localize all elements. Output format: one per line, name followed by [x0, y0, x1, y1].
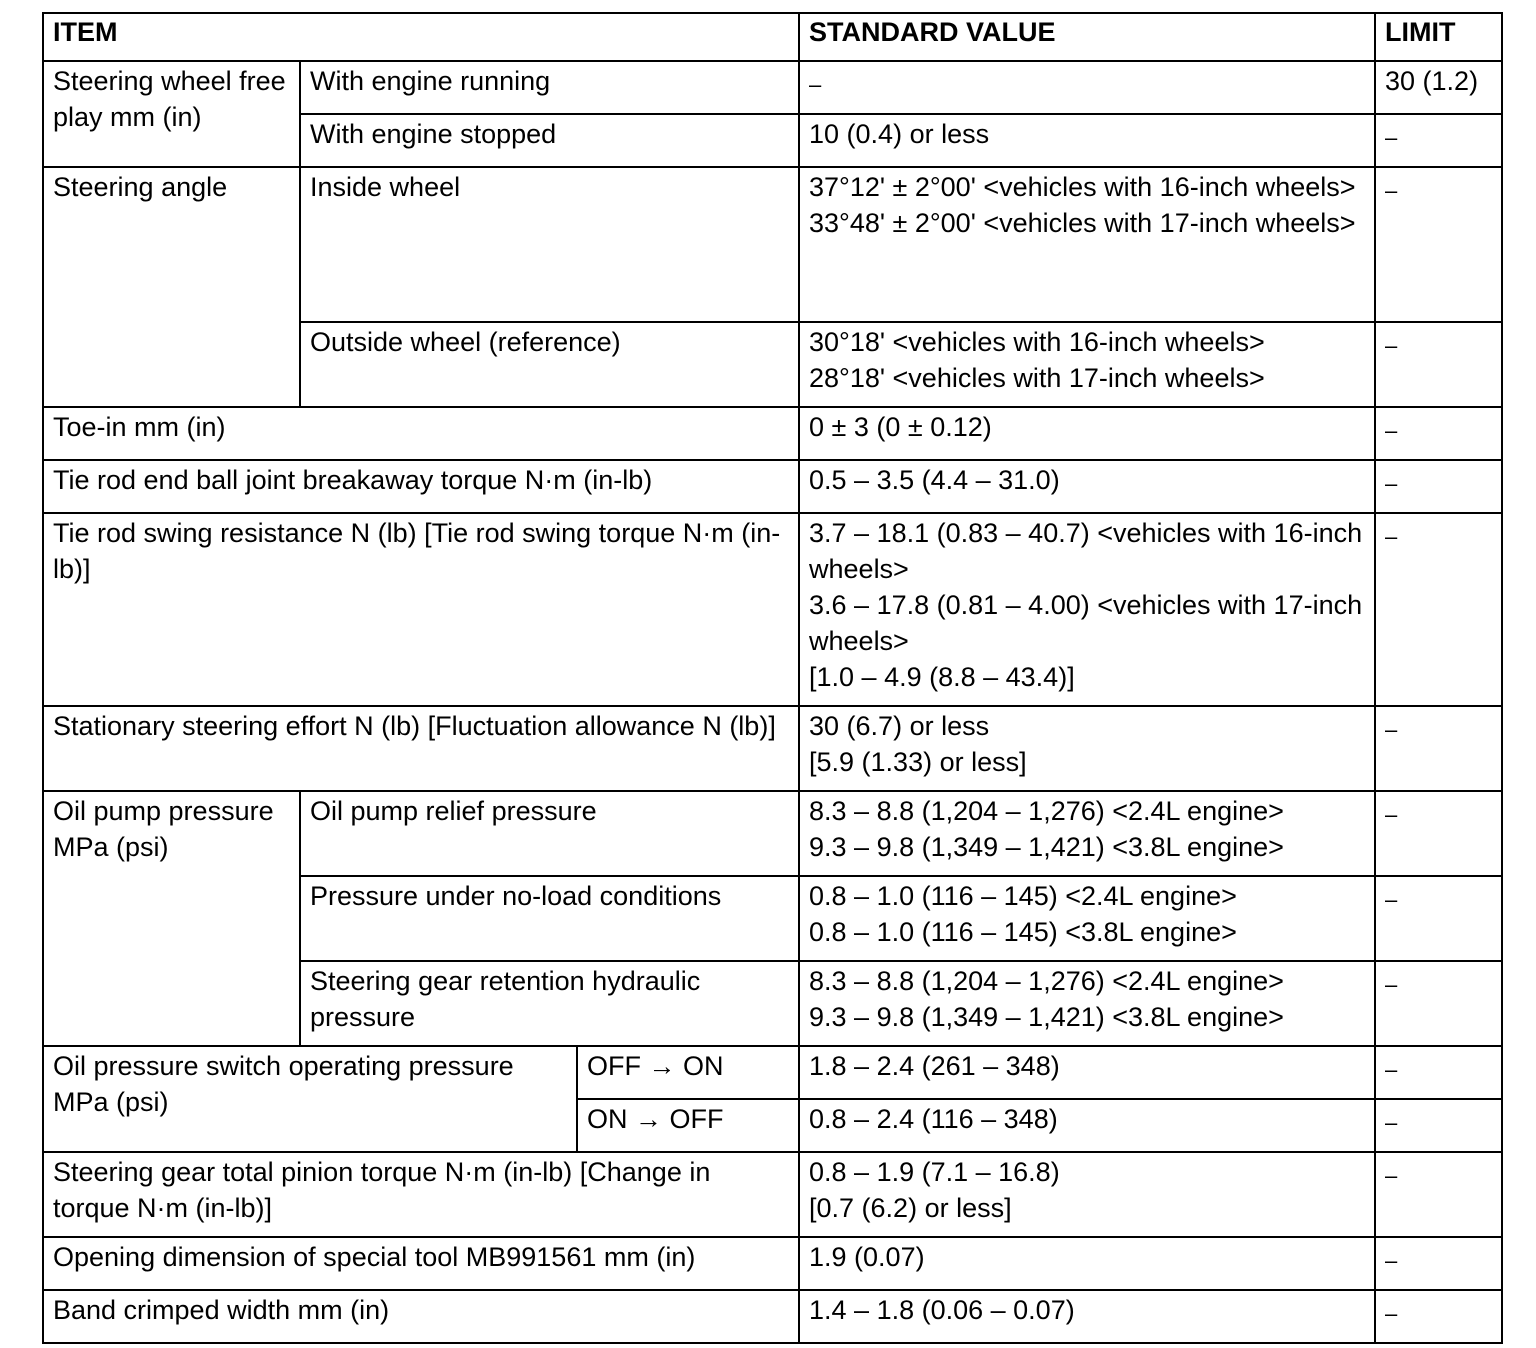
limit-text: – — [1385, 524, 1398, 549]
limit-cell — [1375, 1290, 1502, 1343]
standard-value-line: 0.8 – 1.0 (116 – 145) <3.8L engine> — [809, 917, 1237, 947]
item-cell: Steering wheel free play mm (in) — [43, 61, 300, 167]
item-cell: Opening dimension of special tool MB991561 mm (in) — [43, 1237, 799, 1290]
standard-value-line: 8.3 – 8.8 (1,204 – 1,276) <2.4L engine> — [809, 966, 1284, 996]
table-row — [43, 791, 1502, 876]
table-row — [43, 1237, 1502, 1290]
standard-value-line: 28°18' <vehicles with 17-inch wheels> — [809, 363, 1265, 393]
header-limit: LIMIT — [1375, 13, 1502, 61]
standard-value-line: [1.0 – 4.9 (8.8 – 43.4)] — [809, 662, 1075, 692]
limit-text: – — [1385, 1248, 1398, 1273]
limit-cell — [1375, 961, 1502, 1046]
limit-text: – — [1385, 125, 1398, 150]
item-cell: Band crimped width mm (in) — [43, 1290, 799, 1343]
standard-value-cell: 0.5 – 3.5 (4.4 – 31.0) — [799, 460, 1375, 513]
table-row — [43, 61, 1502, 114]
limit-text: – — [1385, 887, 1398, 912]
standard-value-cell — [799, 961, 1375, 1046]
subitem-cell: Outside wheel (reference) — [300, 322, 799, 407]
standard-value-line: 0.8 – 1.9 (7.1 – 16.8) — [809, 1157, 1060, 1187]
table-row — [43, 1152, 1502, 1237]
limit-cell — [1375, 1046, 1502, 1099]
header-row — [43, 13, 1502, 61]
subitem-cell: With engine stopped — [300, 114, 799, 167]
limit-cell — [1375, 1237, 1502, 1290]
standard-value-line: 30°18' <vehicles with 16-inch wheels> — [809, 327, 1265, 357]
limit-text: – — [1385, 717, 1398, 742]
item-cell: Toe-in mm (in) — [43, 407, 799, 460]
limit-cell — [1375, 114, 1502, 167]
standard-value-line: 37°12' ± 2°00' <vehicles with 16-inch wheels> — [809, 172, 1356, 202]
header-standard-value: STANDARD VALUE — [799, 13, 1375, 61]
subitem-cell: OFF → ON — [577, 1046, 799, 1099]
limit-text: – — [1385, 471, 1398, 496]
standard-value-cell: 0.8 – 2.4 (116 – 348) — [799, 1099, 1375, 1152]
subitem-cell: Pressure under no-load conditions — [300, 876, 799, 961]
limit-cell — [1375, 322, 1502, 407]
standard-value-line: 0.8 – 1.0 (116 – 145) <2.4L engine> — [809, 881, 1237, 911]
table-row — [43, 1046, 1502, 1099]
standard-value-cell — [799, 876, 1375, 961]
item-cell: Oil pressure switch operating pressure MPa (psi) — [43, 1046, 577, 1152]
standard-value-line: 9.3 – 9.8 (1,349 – 1,421) <3.8L engine> — [809, 1002, 1284, 1032]
limit-cell — [1375, 407, 1502, 460]
standard-value-line: 9.3 – 9.8 (1,349 – 1,421) <3.8L engine> — [809, 832, 1284, 862]
item-cell: Oil pump pressure MPa (psi) — [43, 791, 300, 1046]
limit-text: – — [1385, 178, 1398, 203]
limit-cell — [1375, 791, 1502, 876]
standard-value-cell: 1.4 – 1.8 (0.06 – 0.07) — [799, 1290, 1375, 1343]
standard-value-line: 3.7 – 18.1 (0.83 – 40.7) <vehicles with 16-inch wheels> — [809, 518, 1363, 584]
item-cell: Tie rod swing resistance N (lb) [Tie rod swing torque N·m (in-lb)] — [43, 513, 799, 706]
standard-value-cell — [799, 61, 1375, 114]
limit-cell: 30 (1.2) — [1375, 61, 1502, 114]
limit-text: – — [1385, 972, 1398, 997]
item-cell: Stationary steering effort N (lb) [Fluctuation allowance N (lb)] — [43, 706, 799, 791]
limit-text: – — [1385, 418, 1398, 443]
table-row — [43, 407, 1502, 460]
standard-value-cell — [799, 706, 1375, 791]
standard-value-cell: 10 (0.4) or less — [799, 114, 1375, 167]
table-row — [43, 706, 1502, 791]
standard-value-cell: 1.8 – 2.4 (261 – 348) — [799, 1046, 1375, 1099]
limit-text: – — [1385, 802, 1398, 827]
standard-value-line: 8.3 – 8.8 (1,204 – 1,276) <2.4L engine> — [809, 796, 1284, 826]
standard-value-cell — [799, 322, 1375, 407]
subitem-cell: With engine running — [300, 61, 799, 114]
limit-text: – — [1385, 1301, 1398, 1326]
standard-value-line: 3.6 – 17.8 (0.81 – 4.00) <vehicles with 17-inch wheels> — [809, 590, 1363, 656]
standard-value-text: – — [809, 72, 822, 97]
standard-value-cell: 0 ± 3 (0 ± 0.12) — [799, 407, 1375, 460]
subitem-cell: Inside wheel — [300, 167, 799, 322]
table-row — [43, 460, 1502, 513]
limit-cell — [1375, 167, 1502, 322]
limit-cell — [1375, 513, 1502, 706]
limit-cell — [1375, 876, 1502, 961]
item-cell: Tie rod end ball joint breakaway torque N·m (in-lb) — [43, 460, 799, 513]
limit-text: – — [1385, 333, 1398, 358]
standard-value-cell — [799, 167, 1375, 322]
item-cell: Steering angle — [43, 167, 300, 407]
subitem-cell: Oil pump relief pressure — [300, 791, 799, 876]
item-cell: Steering gear total pinion torque N·m (in-lb) [Change in torque N·m (in-lb)] — [43, 1152, 799, 1237]
limit-cell — [1375, 1152, 1502, 1237]
standard-value-line: 30 (6.7) or less — [809, 711, 990, 741]
limit-cell — [1375, 460, 1502, 513]
limit-text: – — [1385, 1057, 1398, 1082]
header-item: ITEM — [43, 13, 799, 61]
standard-value-cell — [799, 513, 1375, 706]
limit-cell — [1375, 706, 1502, 791]
limit-text: – — [1385, 1110, 1398, 1135]
subitem-cell: ON → OFF — [577, 1099, 799, 1152]
standard-value-line: [5.9 (1.33) or less] — [809, 747, 1027, 777]
standard-value-cell — [799, 1152, 1375, 1237]
table-row — [43, 513, 1502, 706]
standard-value-line: 33°48' ± 2°00' <vehicles with 17-inch wheels> — [809, 208, 1356, 238]
standard-value-cell — [799, 791, 1375, 876]
subitem-cell: Steering gear retention hydraulic pressure — [300, 961, 799, 1046]
standard-value-line: [0.7 (6.2) or less] — [809, 1193, 1012, 1223]
table-row — [43, 167, 1502, 322]
specification-table — [42, 12, 1503, 1344]
table-row — [43, 1290, 1502, 1343]
limit-cell — [1375, 1099, 1502, 1152]
limit-text: – — [1385, 1163, 1398, 1188]
standard-value-cell: 1.9 (0.07) — [799, 1237, 1375, 1290]
